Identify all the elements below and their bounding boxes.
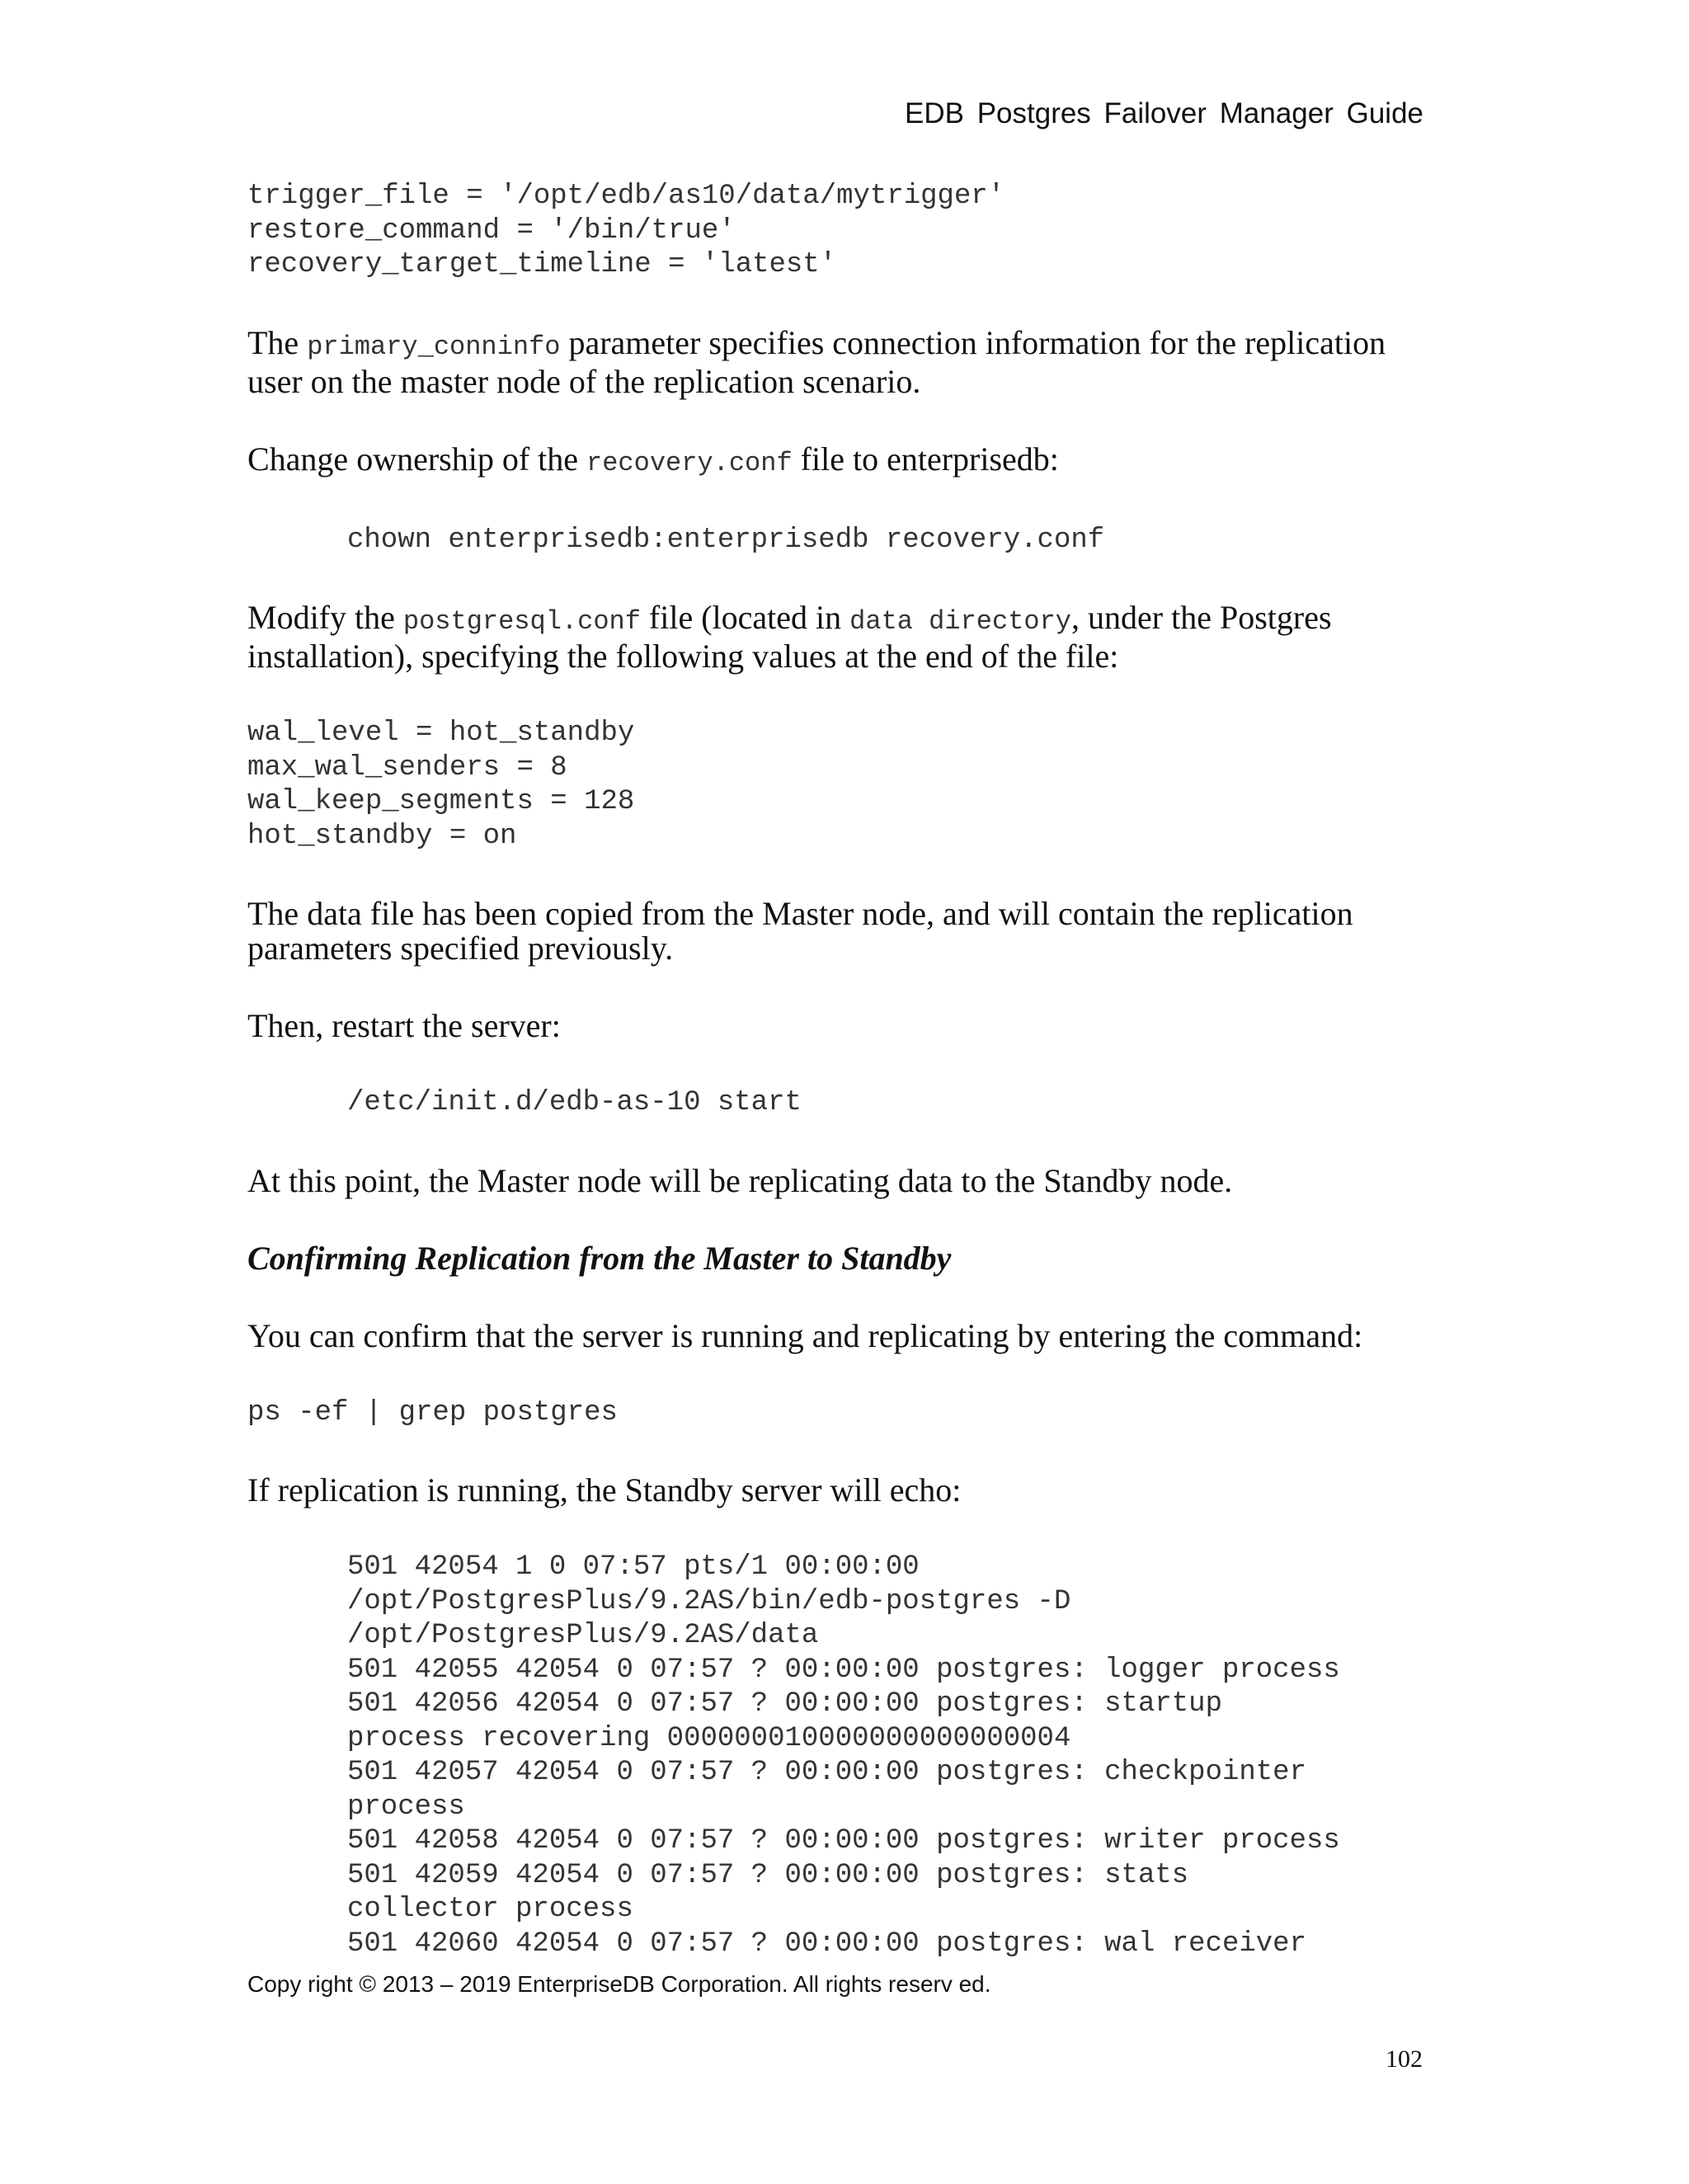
paragraph-data-file: The data file has been copied from the Master node, and will contain the replication parameters specified previously. (247, 895, 1353, 967)
code-ps-command: ps -ef | grep postgres (247, 1396, 618, 1429)
code-line: restore_command = '/bin/true' (247, 214, 736, 247)
code-line: 501 42060 42054 0 07:57 ? 00:00:00 postgres: wal receiver (347, 1927, 1306, 1960)
code-line: process recovering 000000010000000000000004 (347, 1722, 1071, 1754)
code-line: hot_standby = on (247, 820, 517, 852)
page-number: 102 (1386, 2045, 1423, 2073)
code-line: trigger_file = '/opt/edb/as10/data/mytrigger' (247, 181, 1005, 212)
inline-code: recovery.conf (586, 447, 793, 478)
document-body (247, 180, 1435, 1961)
code-block-wal-settings (247, 717, 1435, 854)
code-line: /opt/PostgresPlus/9.2AS/bin/edb-postgres -D (347, 1585, 1071, 1617)
code-line: 501 42055 42054 0 07:57 ? 00:00:00 postgres: logger process (347, 1654, 1340, 1686)
code-line: 501 42057 42054 0 07:57 ? 00:00:00 postgres: checkpointer (347, 1757, 1306, 1788)
code-line: 501 42056 42054 0 07:57 ? 00:00:00 postgres: startup (347, 1688, 1222, 1720)
inline-code: data directory (849, 606, 1071, 637)
paragraph-modify-postgresql-conf: Modify the postgresql.conf file (located in data directory, under the Postgres installation), specifying the following values at the end of the file: (247, 599, 1332, 675)
code-line: collector process (347, 1894, 633, 1925)
code-line: wal_keep_segments = 128 (247, 786, 635, 817)
paragraph-change-ownership: Change ownership of the recovery.conf file to enterprisedb: (247, 440, 1059, 478)
paragraph-at-this-point: At this point, the Master node will be replicating data to the Standby node. (247, 1161, 1233, 1199)
code-line: 501 42054 1 0 07:57 pts/1 00:00:00 (347, 1551, 920, 1583)
page-header: EDB Postgres Failover Manager Guide (905, 97, 1423, 129)
paragraph-confirm: You can confirm that the server is running and replicating by entering the command: (247, 1316, 1363, 1354)
code-line: process (347, 1791, 465, 1823)
code-block-ps-output (247, 1551, 1435, 1961)
code-line: 501 42059 42054 0 07:57 ? 00:00:00 postgres: stats (347, 1859, 1189, 1891)
code-block-recovery-settings (247, 180, 1435, 283)
paragraph-if-running: If replication is running, the Standby server will echo: (247, 1471, 962, 1509)
code-line: max_wal_senders = 8 (247, 751, 567, 784)
inline-code: postgresql.conf (402, 606, 641, 637)
paragraph-restart: Then, restart the server: (247, 1007, 561, 1044)
code-restart: /etc/init.d/edb-as-10 start (347, 1087, 802, 1118)
inline-code: primary_conninfo (307, 331, 561, 362)
footer-copyright: Copy right © 2013 – 2019 EnterpriseDB Corporation. All rights reserv ed. (247, 1971, 991, 1997)
paragraph-primary-conninfo: The primary_conninfo parameter specifies connection information for the replication user on the master node of the replication scenario. (247, 323, 1386, 400)
code-chown: chown enterprisedb:enterprisedb recovery.conf (347, 524, 1105, 556)
section-heading: Confirming Replication from the Master to Standby (247, 1239, 952, 1277)
code-line: wal_level = hot_standby (247, 718, 635, 749)
code-line: /opt/PostgresPlus/9.2AS/data (347, 1620, 819, 1651)
code-line: 501 42058 42054 0 07:57 ? 00:00:00 postgres: writer process (347, 1825, 1340, 1857)
code-line: recovery_target_timeline = 'latest' (247, 249, 837, 280)
